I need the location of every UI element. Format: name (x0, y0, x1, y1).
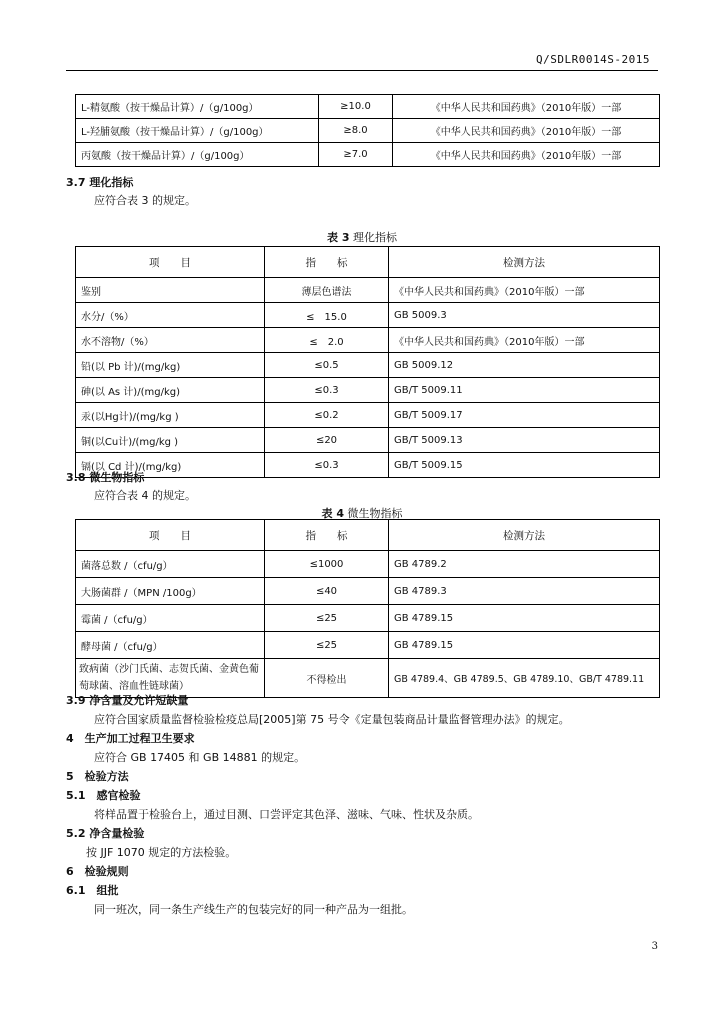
table-cell: ≤0.5 (265, 353, 389, 378)
table-header-row (76, 520, 660, 551)
table-cell: 酵母菌 /（cfu/g） (76, 632, 265, 659)
table-3-title: 理化指标 (352, 231, 397, 244)
table-cell: 《中华人民共和国药典》（2010年版）一部 (393, 143, 660, 167)
table-row (76, 578, 660, 605)
table-cell: 水不溶物/（%） (76, 328, 265, 353)
section-heading-4: 4 生产加工过程卫生要求 (66, 732, 195, 745)
table-cell: 铜(以Cu计)/(mg/kg ) (76, 428, 265, 453)
table-cell: 菌落总数 /（cfu/g） (76, 551, 265, 578)
table-row (76, 278, 660, 303)
paragraph-3-8: 应符合表 4 的规定。 (94, 489, 196, 502)
section-heading-3-9: 3.9 净含量及允许短缺量 (66, 694, 189, 707)
table-row (76, 551, 660, 578)
section-heading-3-7: 3.7 理化指标 (66, 176, 134, 189)
table-cell: 《中华人民共和国药典》（2010年版）一部 (393, 95, 660, 119)
table-cell: L-羟脯氨酸（按干燥品计算）/（g/100g） (76, 119, 319, 143)
table-cell: 《中华人民共和国药典》（2010年版）一部 (393, 119, 660, 143)
table-cell: 铅(以 Pb 计)/(mg/kg) (76, 353, 265, 378)
table-cell: 《中华人民共和国药典》（2010年版）一部 (389, 328, 660, 353)
section-heading-5: 5 检验方法 (66, 770, 129, 783)
table-continuation (75, 94, 660, 167)
table-cell: ≤40 (265, 578, 389, 605)
table-4 (75, 519, 660, 698)
table-row (76, 403, 660, 428)
section-heading-6: 6 检验规则 (66, 865, 129, 878)
table-cell: ≤0.3 (265, 453, 389, 478)
document-code: Q/SDLR0014S-2015 (536, 53, 650, 66)
column-header: 检测方法 (389, 520, 660, 551)
table-cell: 鉴别 (76, 278, 265, 303)
table-cell: ≤0.2 (265, 403, 389, 428)
table-cell: ≥8.0 (319, 119, 393, 143)
header-rule (66, 70, 658, 71)
table-cell: ≤ 2.0 (265, 328, 389, 353)
table-cell: 砷(以 As 计)/(mg/kg) (76, 378, 265, 403)
table-cell: GB 4789.15 (389, 632, 660, 659)
paragraph-3-7: 应符合表 3 的规定。 (94, 194, 196, 207)
table-cell: GB 5009.12 (389, 353, 660, 378)
table-row (76, 95, 660, 119)
page-number: 3 (651, 941, 658, 952)
table-cell: ≥10.0 (319, 95, 393, 119)
table-3-caption (0, 229, 724, 245)
paragraph-4: 应符合 GB 17405 和 GB 14881 的规定。 (94, 751, 306, 764)
table-row (76, 143, 660, 167)
table-cell: 致病菌（沙门氏菌、志贺氏菌、金黄色葡萄球菌、溶血性链球菌） (76, 659, 265, 698)
table-cell: GB 4789.2 (389, 551, 660, 578)
paragraph-3-9: 应符合国家质量监督检验检疫总局[2005]第 75 号令《定量包装商品计量监督管理办法》的规定。 (94, 713, 570, 726)
table-3-label: 表 3 (327, 231, 350, 244)
table-cell: GB 4789.3 (389, 578, 660, 605)
table-cell: GB/T 5009.13 (389, 428, 660, 453)
table-cell: 镉(以 Cd 计)/(mg/kg) (76, 453, 265, 478)
table-cell: 汞(以Hg计)/(mg/kg ) (76, 403, 265, 428)
table-row (76, 353, 660, 378)
table-row (76, 632, 660, 659)
table-cell: GB 4789.15 (389, 605, 660, 632)
table-4-label: 表 4 (321, 507, 344, 520)
column-header: 指 标 (265, 520, 389, 551)
table-row (76, 303, 660, 328)
table-row (76, 453, 660, 478)
table-cell: ≤25 (265, 605, 389, 632)
table-cell: ≤1000 (265, 551, 389, 578)
table-cell: GB 4789.4、GB 4789.5、GB 4789.10、GB/T 4789.11 (389, 659, 660, 698)
table-header-row (76, 247, 660, 278)
table-cell: L-精氨酸（按干燥品计算）/（g/100g） (76, 95, 319, 119)
column-header: 指 标 (265, 247, 389, 278)
table-cell: ≤20 (265, 428, 389, 453)
table-cell: 《中华人民共和国药典》（2010年版）一部 (389, 278, 660, 303)
table-4-title: 微生物指标 (347, 507, 403, 520)
table-cell: 大肠菌群 /（MPN /100g） (76, 578, 265, 605)
table-cell: GB/T 5009.11 (389, 378, 660, 403)
table-cell: 水分/（%） (76, 303, 265, 328)
column-header: 检测方法 (389, 247, 660, 278)
column-header: 项 目 (76, 520, 265, 551)
table-cell: 不得检出 (265, 659, 389, 698)
table-cell: 霉菌 /（cfu/g） (76, 605, 265, 632)
column-header: 项 目 (76, 247, 265, 278)
table-row (76, 119, 660, 143)
section-heading-5-1: 5.1 感官检验 (66, 789, 141, 802)
table-3 (75, 246, 660, 478)
table-cell: ≤ 15.0 (265, 303, 389, 328)
table-cell: 薄层色谱法 (265, 278, 389, 303)
paragraph-5-1: 将样品置于检验台上，通过目测、口尝评定其色泽、滋味、气味、性状及杂质。 (94, 808, 479, 821)
table-cell: ≤25 (265, 632, 389, 659)
table-cell: GB/T 5009.17 (389, 403, 660, 428)
section-heading-5-2: 5.2 净含量检验 (66, 827, 145, 840)
table-cell: ≤0.3 (265, 378, 389, 403)
table-cell: ≥7.0 (319, 143, 393, 167)
paragraph-6-1: 同一班次，同一条生产线生产的包装完好的同一种产品为一组批。 (94, 903, 413, 916)
table-row (76, 605, 660, 632)
section-heading-6-1: 6.1 组批 (66, 884, 119, 897)
table-row (76, 378, 660, 403)
table-row (76, 428, 660, 453)
table-cell: GB 5009.3 (389, 303, 660, 328)
table-cell: 丙氨酸（按干燥品计算）/（g/100g） (76, 143, 319, 167)
table-row (76, 328, 660, 353)
section-heading-3-8: 3.8 微生物指标 (66, 471, 145, 484)
table-cell: GB/T 5009.15 (389, 453, 660, 478)
paragraph-5-2: 按 JJF 1070 规定的方法检验。 (86, 846, 237, 859)
